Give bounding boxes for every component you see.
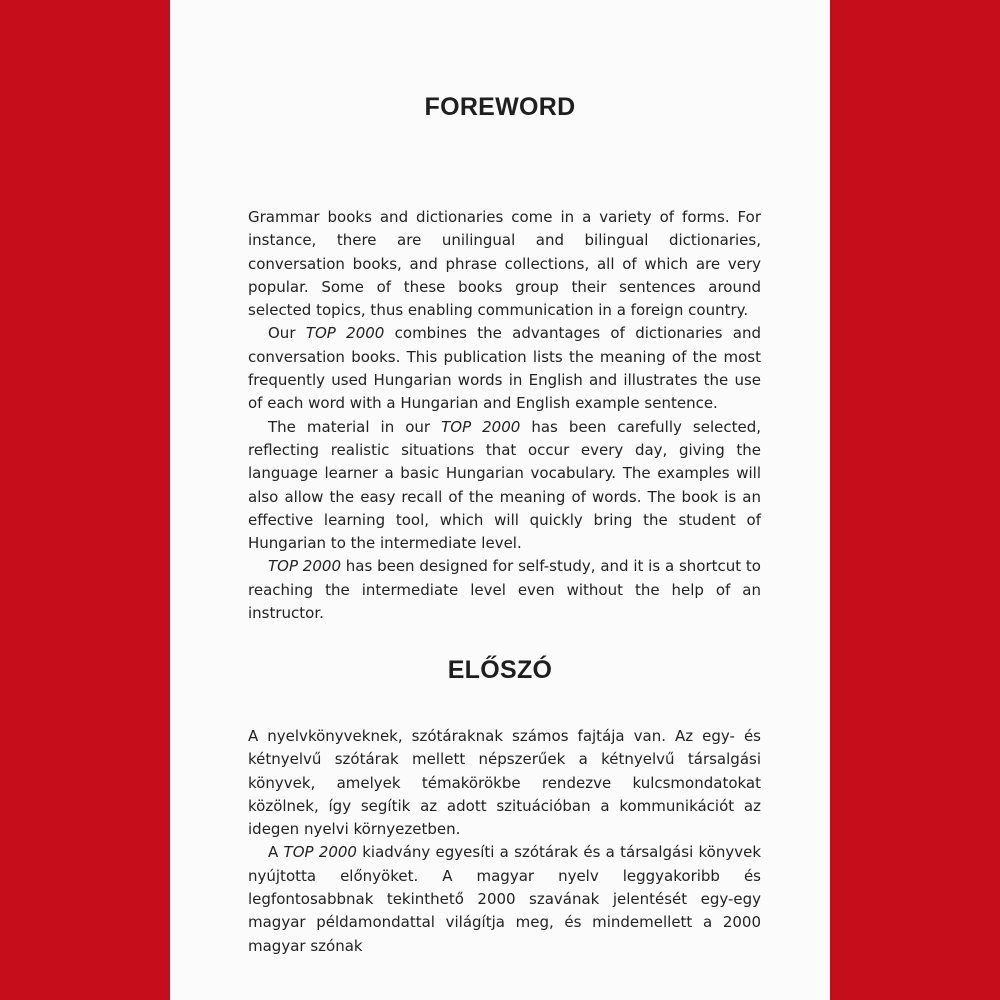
book-page (170, 0, 830, 1000)
foreword-heading: FOREWORD (424, 93, 576, 121)
foreword-paragraph-2: Our TOP 2000 combines the advantages of dictionaries and conversation books. This publication lists the meaning of the most frequently used Hungarian words in English and illustrates the use of each word with a Hungarian and English example sentence. (248, 324, 761, 413)
eloszo-paragraph-1: A nyelvkönyveknek, szótáraknak számos fajtája van. Az egy- és kétnyelvű szótárak mellett népszerűek a kétnyelvű társalgási könyvek, amelyek témakörökbe rendezve kulcsmondatokat közölnek, így segítik az adott szituációban a kommunikációt az idegen nyelvi környezetben. (248, 727, 761, 839)
left-red-band (0, 0, 170, 1000)
foreword-body (248, 206, 761, 625)
eloszo-body (248, 725, 761, 958)
book-title-italic: TOP 2000 (283, 843, 357, 862)
foreword-paragraph-1: Grammar books and dictionaries come in a variety of forms. For instance, there are unilingual and bilingual dictionaries, conversation books, and phrase collections, all of which are very popular. Some of these books group their sentences around selected topics, thus enabling communication in a foreign country. (248, 208, 761, 320)
foreword-paragraph-3: The material in our TOP 2000 has been carefully selected, reflecting realistic situations that occur every day, giving the language learner a basic Hungarian vocabulary. The examples will also allow the easy recall of the meaning of words. The book is an effective learning tool, which will quickly bring the student of Hungarian to the intermediate level. (248, 417, 761, 553)
book-title-italic: TOP 2000 (305, 324, 385, 343)
eloszo-heading: ELŐSZÓ (447, 656, 553, 684)
book-title-italic: TOP 2000 (441, 417, 521, 436)
eloszo-paragraph-2: A TOP 2000 kiadvány egyesíti a szótárak és a társalgási könyvek nyújtotta előnyöket. A magyar nyelv leggyakoribb és legfontosabbnak tekinthető 2000 szavának jelentését egy-egy magyar példamondattal világítja meg, és mindemellett a 2000 magyar szónak (248, 843, 761, 955)
book-title-italic: TOP 2000 (268, 557, 341, 576)
right-red-band (830, 0, 1000, 1000)
foreword-paragraph-4: TOP 2000 has been designed for self-study, and it is a shortcut to reaching the intermediate level even without the help of an instructor. (248, 557, 761, 623)
